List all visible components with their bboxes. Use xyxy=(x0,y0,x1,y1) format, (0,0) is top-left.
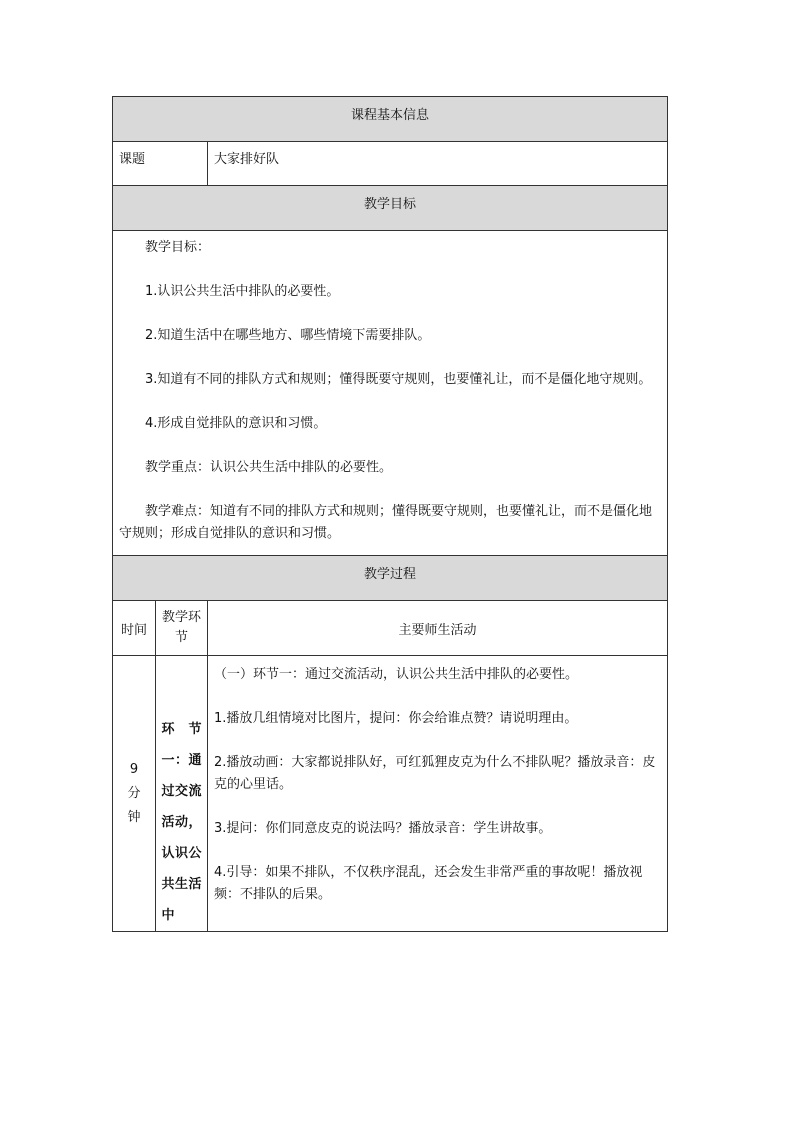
topic-label-cell xyxy=(113,142,208,186)
row-time: 9分钟 xyxy=(127,761,141,825)
goal-item: 4.形成自觉排队的意识和习惯。 xyxy=(145,416,327,431)
column-header-stage: 教学环节 xyxy=(156,601,208,656)
goal-item: 1.认识公共生活中排队的必要性。 xyxy=(145,284,340,299)
section-title-goals: 教学目标 xyxy=(364,196,417,212)
section-title-process: 教学过程 xyxy=(364,566,417,582)
activity-item: 2.播放动画：大家都说排队好，可红狐狸皮克为什么不排队呢？播放录音：皮克的心里话。 xyxy=(214,755,656,792)
section-header-process xyxy=(113,556,668,601)
activity-item: 4.引导：如果不排队，不仅秩序混乱，还会发生非常严重的事故呢！播放视频：不排队的后果。 xyxy=(214,865,643,902)
column-header-activity: 主要师生活动 xyxy=(208,601,668,656)
activities-cell xyxy=(208,656,668,932)
section-header-basic-info xyxy=(113,97,668,142)
lesson-plan-table xyxy=(112,96,668,932)
row-stage-cell xyxy=(156,656,208,932)
row-stage: 环节一：通过交流活动，认识公共生活中 xyxy=(161,722,202,923)
column-header-time: 时间 xyxy=(113,601,156,656)
topic-value: 大家排好队 xyxy=(214,152,280,167)
section-header-goals xyxy=(113,186,668,231)
activity-item: 3.提问：你们同意皮克的说法吗？播放录音：学生讲故事。 xyxy=(214,821,552,836)
activity-heading: （一）环节一：通过交流活动，认识公共生活中排队的必要性。 xyxy=(214,667,579,682)
difficult-point: 教学难点：知道有不同的排队方式和规则；懂得既要守规则，也要懂礼让，而不是僵化地守规则；形成自觉排队的意识和习惯。 xyxy=(119,504,653,541)
topic-value-cell xyxy=(208,142,668,186)
goals-cell xyxy=(113,231,668,556)
activity-item: 1.播放几组情境对比图片，提问：你会给谁点赞？请说明理由。 xyxy=(214,711,578,726)
key-point: 教学重点：认识公共生活中排队的必要性。 xyxy=(145,460,393,475)
goal-item: 3.知道有不同的排队方式和规则；懂得既要守规则，也要懂礼让，而不是僵化地守规则。 xyxy=(145,372,652,387)
topic-label: 课题 xyxy=(119,152,146,167)
row-time-cell xyxy=(113,656,156,932)
goals-heading: 教学目标： xyxy=(145,240,211,255)
goal-item: 2.知道生活中在哪些地方、哪些情境下需要排队。 xyxy=(145,328,431,343)
section-title-basic-info: 课程基本信息 xyxy=(351,107,430,123)
